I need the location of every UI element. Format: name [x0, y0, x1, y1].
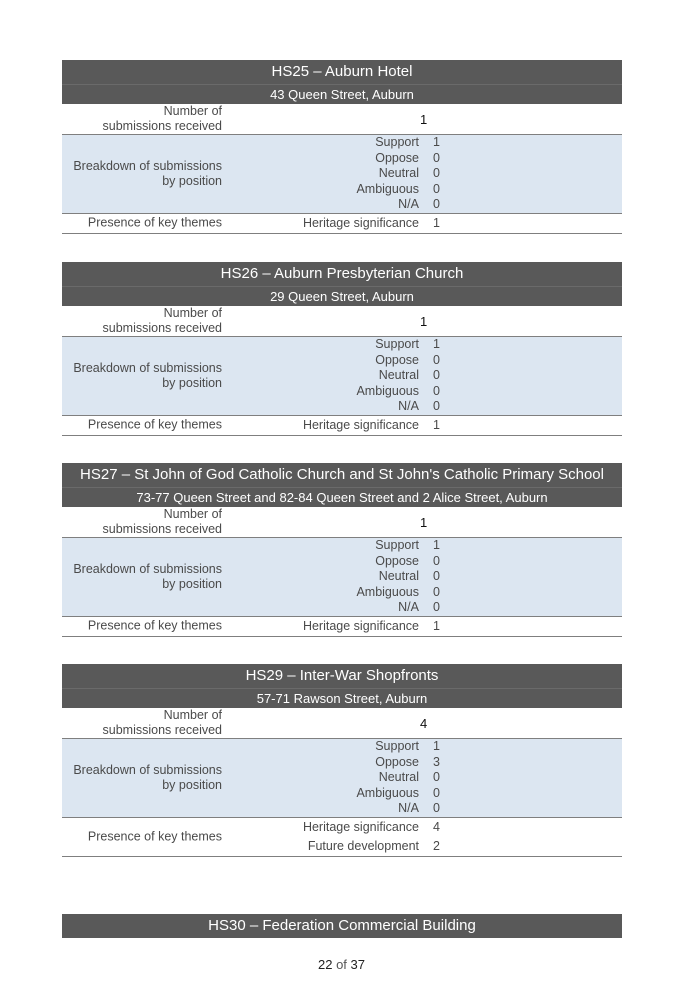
- key-themes-label: Presence of key themes: [87, 417, 222, 432]
- position-value: 0: [433, 801, 440, 816]
- submissions-count-row: [62, 104, 622, 135]
- theme-value: 4: [433, 819, 440, 834]
- submissions-count-row: [62, 708, 622, 739]
- position-key: Oppose: [375, 150, 419, 165]
- submissions-count-label: Number of submissions received: [102, 708, 222, 737]
- position-key: Ambiguous: [356, 383, 419, 398]
- site-header: [62, 262, 622, 306]
- key-themes-label: Presence of key themes: [87, 829, 222, 844]
- site-table-hs27: [62, 463, 622, 637]
- position-value: 0: [433, 553, 440, 568]
- position-key: Support: [375, 739, 419, 753]
- site-address: 73-77 Queen Street and 82-84 Queen Street and 2 Alice Street, Auburn: [62, 487, 622, 507]
- position-key: Support: [375, 538, 419, 552]
- position-key: Oppose: [375, 754, 419, 769]
- position-breakdown-label: Breakdown of submissions by position: [73, 360, 222, 390]
- submissions-count-row: [62, 306, 622, 337]
- theme-key: Heritage significance: [302, 819, 419, 834]
- position-breakdown-row: [62, 337, 622, 416]
- position-key: N/A: [398, 197, 419, 212]
- position-value: 0: [433, 383, 440, 398]
- position-value: 0: [433, 600, 440, 615]
- site-table-hs25: [62, 60, 622, 234]
- site-header: [62, 914, 622, 938]
- position-key: N/A: [398, 801, 419, 816]
- position-key: Ambiguous: [356, 785, 419, 800]
- position-breakdown-label: Breakdown of submissions by position: [73, 561, 222, 591]
- theme-key: Future development: [307, 838, 419, 853]
- position-breakdown-label: Breakdown of submissions by position: [73, 158, 222, 188]
- page-total: 37: [350, 957, 366, 972]
- site-header: [62, 463, 622, 507]
- submissions-count-row: [62, 507, 622, 538]
- submissions-count-label: Number of submissions received: [102, 306, 222, 335]
- submissions-count-value: 1: [420, 112, 428, 127]
- position-value: 0: [433, 197, 440, 212]
- submissions-count-value: 1: [420, 515, 428, 530]
- position-value: 0: [433, 785, 440, 800]
- position-key: Oppose: [375, 553, 419, 568]
- key-themes-label: Presence of key themes: [87, 618, 222, 633]
- position-key: Neutral: [378, 569, 419, 584]
- theme-value: 1: [433, 215, 440, 230]
- key-themes-row: [62, 214, 622, 234]
- position-value: 0: [433, 770, 440, 785]
- page-current: 22: [317, 957, 333, 972]
- site-table-hs30: [62, 914, 622, 938]
- position-key: Ambiguous: [356, 181, 419, 196]
- theme-value: 2: [433, 838, 440, 853]
- site-header: [62, 664, 622, 708]
- site-title: HS30 – Federation Commercial Building: [208, 917, 476, 934]
- position-value: 0: [433, 166, 440, 181]
- site-address: 29 Queen Street, Auburn: [62, 286, 622, 306]
- position-key: N/A: [398, 600, 419, 615]
- position-key: N/A: [398, 399, 419, 414]
- position-key: Support: [375, 135, 419, 149]
- submissions-count-label: Number of submissions received: [102, 104, 222, 133]
- position-breakdown-row: [62, 135, 622, 214]
- position-value: 1: [433, 538, 440, 552]
- position-key: Neutral: [378, 166, 419, 181]
- theme-value: 1: [433, 618, 440, 633]
- position-breakdown-row: [62, 739, 622, 818]
- site-table-hs29: [62, 664, 622, 857]
- position-value: 1: [433, 337, 440, 351]
- position-value: 0: [433, 584, 440, 599]
- key-themes-label: Presence of key themes: [87, 215, 222, 230]
- position-key: Support: [375, 337, 419, 351]
- theme-key: Heritage significance: [302, 417, 419, 432]
- theme-value: 1: [433, 417, 440, 432]
- key-themes-row: [62, 617, 622, 637]
- submissions-count-value: 1: [420, 314, 428, 329]
- position-key: Oppose: [375, 352, 419, 367]
- theme-key: Heritage significance: [302, 215, 419, 230]
- position-value: 1: [433, 739, 440, 753]
- position-value: 0: [433, 399, 440, 414]
- position-value: 0: [433, 368, 440, 383]
- site-title: HS25 – Auburn Hotel: [271, 63, 413, 80]
- key-themes-row: [62, 818, 622, 857]
- position-key: Neutral: [378, 368, 419, 383]
- submissions-count-value: 4: [420, 716, 428, 731]
- position-breakdown-row: [62, 538, 622, 617]
- submissions-count-label: Number of submissions received: [102, 507, 222, 536]
- key-themes-row: [62, 416, 622, 436]
- site-address: 57-71 Rawson Street, Auburn: [62, 688, 622, 708]
- position-key: Ambiguous: [356, 584, 419, 599]
- position-value: 0: [433, 150, 440, 165]
- position-key: Neutral: [378, 770, 419, 785]
- site-title: HS29 – Inter-War Shopfronts: [245, 667, 439, 684]
- site-title: HS26 – Auburn Presbyterian Church: [220, 265, 464, 282]
- site-title: HS27 – St John of God Catholic Church and St John's Catholic Primary School: [80, 466, 604, 483]
- site-address: 43 Queen Street, Auburn: [62, 84, 622, 104]
- page-of: of: [336, 957, 347, 972]
- theme-key: Heritage significance: [302, 618, 419, 633]
- position-breakdown-label: Breakdown of submissions by position: [73, 762, 222, 792]
- position-value: 0: [433, 352, 440, 367]
- position-value: 0: [433, 181, 440, 196]
- position-value: 0: [433, 569, 440, 584]
- site-table-hs26: [62, 262, 622, 436]
- position-value: 1: [433, 135, 440, 149]
- site-header: [62, 60, 622, 104]
- page-footer: [0, 957, 683, 972]
- position-value: 3: [433, 754, 440, 769]
